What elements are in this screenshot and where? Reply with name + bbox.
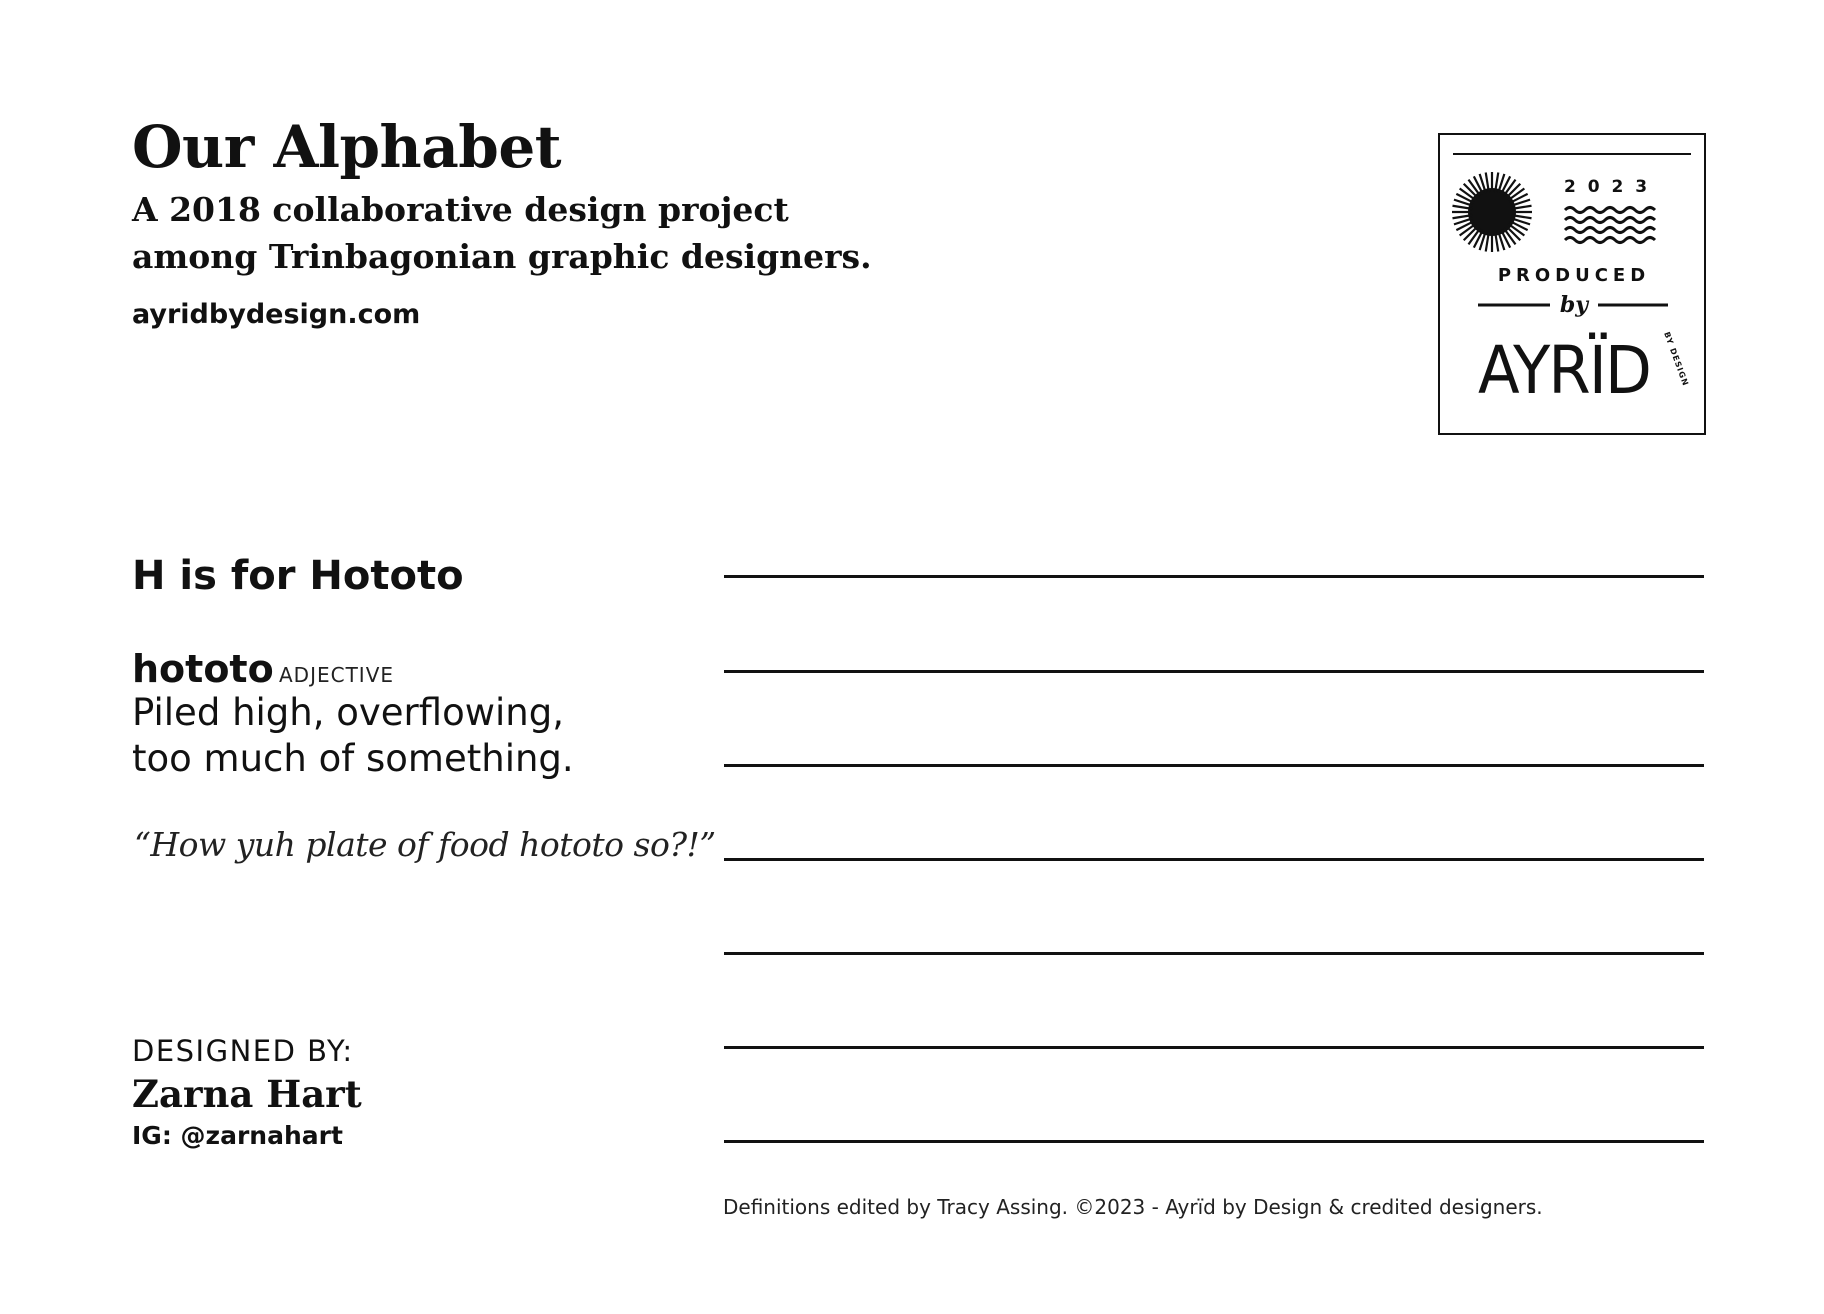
writing-line	[724, 575, 1704, 578]
subtitle-line-2: among Trinbagonian graphic designers.	[132, 237, 872, 276]
usage-example: “How yuh plate of food hototo so?!”	[134, 825, 716, 864]
website-url: ayridbydesign.com	[132, 299, 421, 330]
page-title: Our Alphabet	[132, 113, 562, 181]
footer-credits: Definitions edited by Tracy Assing. ©2023 - Ayrïd by Design & credited designers.	[723, 1195, 1543, 1219]
definition-line-2: too much of something.	[132, 737, 574, 780]
designer-instagram: IG: @zarnahart	[132, 1121, 343, 1150]
stamp-produced: PRODUCED	[1497, 265, 1651, 286]
designed-by-label: DESIGNED BY:	[132, 1034, 354, 1068]
sun-icon	[1452, 172, 1532, 252]
stamp-brand: AYRÏD	[1478, 332, 1650, 409]
subtitle-line-1: A 2018 collaborative design project	[132, 190, 789, 229]
produced-by-stamp	[1438, 133, 1706, 435]
stamp-year: 2 0 2 3	[1564, 177, 1651, 197]
entry-definition	[132, 690, 574, 782]
part-of-speech: ADJECTIVE	[279, 663, 395, 687]
stamp-artwork	[1440, 135, 1708, 437]
writing-line	[724, 952, 1704, 955]
writing-line	[724, 858, 1704, 861]
writing-line	[724, 1140, 1704, 1143]
designer-name: Zarna Hart	[132, 1072, 362, 1116]
waves-icon	[1565, 208, 1655, 243]
stamp-by: by	[1559, 292, 1589, 318]
stamp-top-rule	[1453, 153, 1691, 155]
writing-line	[724, 764, 1704, 767]
writing-line	[724, 670, 1704, 673]
entry-heading: H is for Hototo	[132, 553, 464, 599]
page-subtitle	[132, 186, 872, 280]
stamp-brand-sub: BY DESIGN	[1662, 330, 1691, 388]
definition-line-1: Piled high, overflowing,	[132, 691, 564, 734]
writing-line	[724, 1046, 1704, 1049]
entry-term: hototo	[132, 647, 274, 691]
